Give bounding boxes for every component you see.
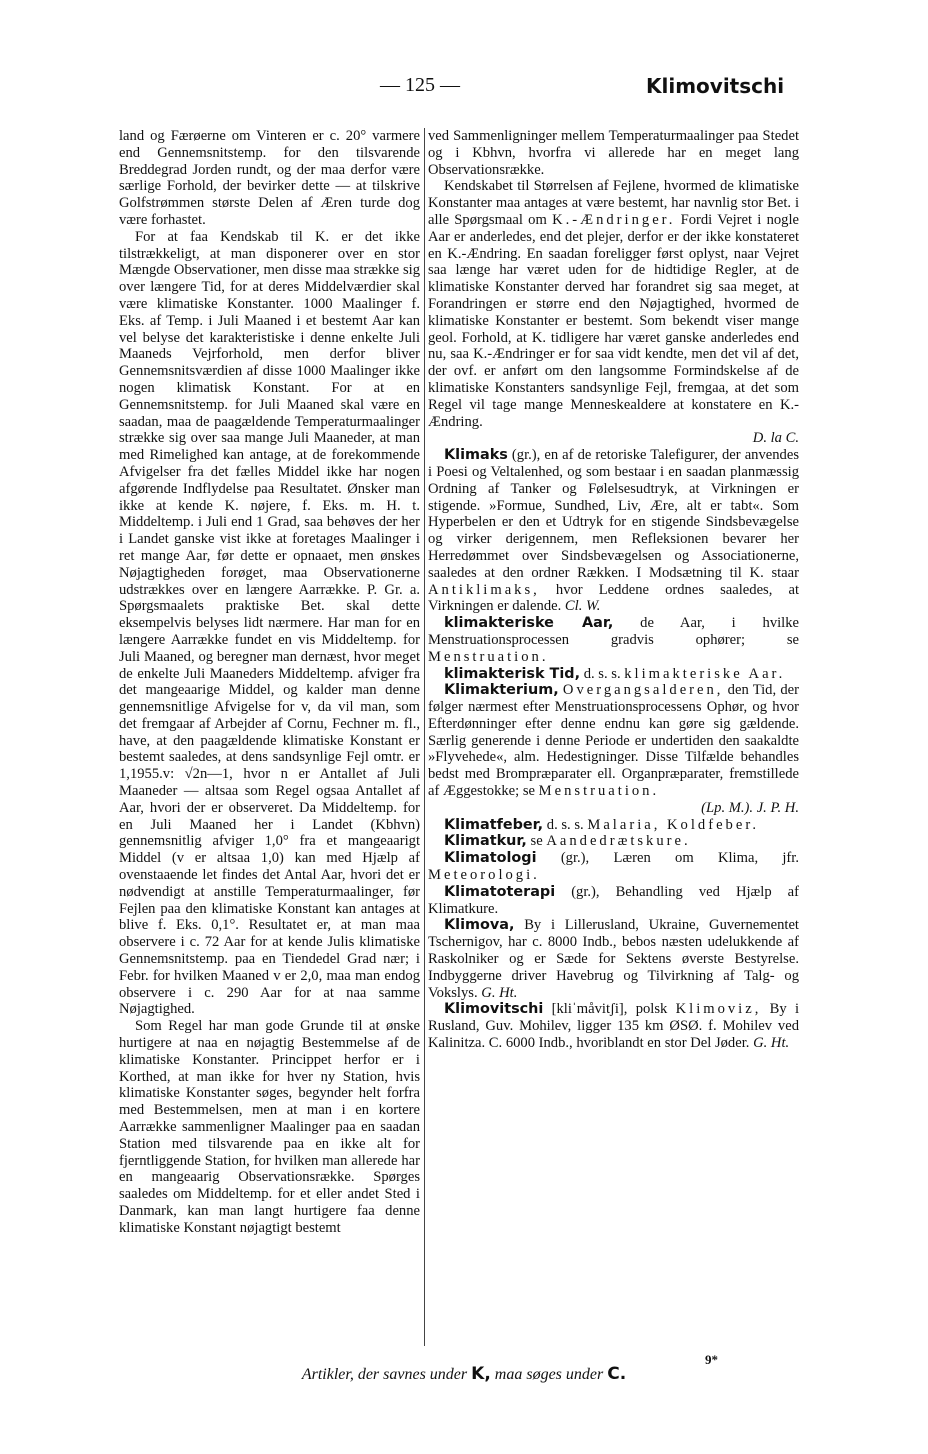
footer-note: Artikler, der savnes under K, maa søges under C. <box>301 1364 627 1384</box>
column-divider <box>424 128 425 1346</box>
entry-klimatologi: Klimatologi (gr.), Læren om Klima, jfr. Meteorologi. <box>428 850 799 884</box>
entry-klimova: Klimova, By i Lillerusland, Ukraine, Guvernementet Tschernigov, har c. 8000 Indb., bebos næsten udelukkende af Raskolniker og er Sæde for Sektens øverste Bestyrelse. Indbyggerne driver Havebrug og Tilvirkning af Talg- og Vokslys. G. Ht. <box>428 917 799 1001</box>
headword: Klimatfeber, <box>444 816 544 833</box>
paragraph: ved Sammenligninger mellem Temperaturmaalinger paa Stedet og i Kbhvn, hvorfra vi allerede har en meget lang Observationsrække. <box>428 128 799 178</box>
entry-klimaks: Klimaks (gr.), en af de retoriske Talefigurer, der anvendes i Poesi og Veltalenhed, og som bestaar i en saadan planmæssig Ordning af Tanker og Følelsesudtryk, at Virkningen er stigende. »Formue, Sundhed, Liv, Ære, alt er tabt«. Som Hyperbelen er den et Udtryk for en stigende Sindsbevægelse og virker derigennem, men Refleksionen bevarer her Herredømmet over Sindsbevægelsen og Associationerne, saaledes at den ordner Rækken. I Modsætning til K. staar Antiklimaks, hvor Leddene ordnes saaledes, at Virkningen er dalende. Cl. W. <box>428 447 799 615</box>
signature-mark: 9* <box>705 1352 718 1367</box>
headword: Klimatoterapi <box>444 883 556 900</box>
headword: Klimatologi <box>444 850 537 867</box>
headword: klimakterisk Tid, <box>444 665 581 682</box>
headword: Klimovitschi <box>444 1001 544 1018</box>
headword: Klimakterium, <box>444 682 559 699</box>
author-signature: (Lp. M.). J. P. H. <box>701 799 799 816</box>
paragraph: Som Regel har man gode Grunde til at ønske hurtigere at naa en nøjagtig Bestemmelse af de klimatiske Konstanter. Princippet herfor er i Korthed, at man ikke for hver ny Station, hvis klimatiske Konstanter søges, begynder helt forfra med Bestemmelsen, men at man i en kortere Aarrække sammenligner Maalinger paa en saadan Station med tilsvarende paa en ikke alt for fjerntliggende Station, for hvilken man allerede har en mangeaarig Observationsrække. Spørges saaledes om Middeltemp. for et eller andet Sted i Danmark, kan man langt hurtigere faa denne klimatiske Konstant nøjagtigt bestemt <box>119 1018 420 1236</box>
headword: Klimatkur, <box>444 833 527 850</box>
headword: Klimova, <box>444 917 515 934</box>
entry-klimovitschi: Klimovitschi [kliˈmåvitʃi], polsk Klimoviz, By i Rusland, Guv. Mohilev, ligger 135 km ØSØ. f. Mohilev ved Kalinitza. C. 6000 Indb., hvoriblandt en stor Del Jøder. G. Ht. <box>428 1001 799 1052</box>
paragraph: Kendskabet til Størrelsen af Fejlene, hvormed de klimatiske Konstanter maa antages at være bestemt, har navnlig stor Bet. i alle Spørgsmaal om K.-Ændringer. Fordi Vejret i nogle Aar er anderledes, end det plejer, derfor er der ikke konstateret en K.-Ændring. En saadan foreligger først oplyst, naar Vejret saa længe har været uden for de hidtidige Regler, at de klimatiske Konstanter derved har forandret sig saa meget, at Forandringen er større end den Nøjagtighed, hvormed de klimatiske Konstanter er bestemt. Som bekendt viser mange geol. Forhold, at K. tidligere har været ganske anderledes end nu, saa K.-Ændringer er for saa vidt kendte, men det vil af det, der ovf. er anført om den langsomme Formindskelse af de klimatiske Konstanters sandsynlige Fejl, fremgaa, at det som Regel vil tage mange Menneskealdere at konstatere en K.-Ændring. <box>428 178 799 430</box>
entry-klimakteriske-aar: klimakteriske Aar, de Aar, i hvilke Menstruationsprocessen gradvis ophører; se Menstruation. <box>428 615 799 665</box>
author-signature: D. la C. <box>752 430 799 447</box>
entry-klimatoterapi: Klimatoterapi (gr.), Behandling ved Hjælp af Klimatkure. <box>428 883 799 917</box>
entry-klimatfeber: Klimatfeber, d. s. s. Malaria, Koldfeber. <box>444 816 760 833</box>
page-header <box>0 74 928 104</box>
running-head: Klimovitschi <box>646 74 785 98</box>
right-column <box>428 128 799 1052</box>
entry-klimakterium: Klimakterium, Overgangsalderen, den Tid, der følger nærmest efter Menstruationsprocessens Ophør, og hvor Efterdønninger efter denne endnu kan gøre sig gældende. Særlig generende i denne Periode er undertiden den saakaldte »Flyvehede«, alm. Hedestigninger. Disse Tilfælde behandles bedst med Brompræparater ell. Organpræparater, fremstillede af Æggestokke; se Menstruation. <box>428 682 799 800</box>
paragraph: land og Færøerne om Vinteren er c. 20° varmere end Gennemsnitstemp. for den tilsvarende Breddegrad Jorden rundt, og der maa derfor være særlige Forhold, der bevirker dette — at tilskrive Golfstrømmen største Delen af Æren turde dog være forhastet. <box>119 128 420 228</box>
left-column <box>119 128 420 1237</box>
paragraph: For at faa Kendskab til K. er det ikke tilstrækkeligt, at man disponerer over en stor Mængde Observationer, men disse maa strække sig over længere Tid, for at deres Middelværdier skal være klimatiske Konstanter. 1000 Maalinger f. Eks. af Temp. i Juli Maaned i et bestemt Aar kan vel belyse det karakteristiske i denne enkelte Juli Maaneds Vejrforhold, men derfor bliver Gennemsnitsværdien af disse 1000 Maalinger ikke nogen klimatisk Konstant. For at en Gennemsnitstemp. for Juli Maaned skal være en saadan, maa de paagældende Temperaturmaalinger strække sig over saa mange Juli Maaneder, at man med Rimelighed kan antage, at de forekommende Afvigelser fra det fælles Middel ikke har nogen afgørende Indflydelse paa Resultatet. Ønsker man ikke at kende K. nøjere, f. Eks. m. H. t. Middeltemp. i Juli end 1 Grad, saa behøves der her i Landet ganske vist ikke at foretages Maalinger i ret mange Aar, før dette er opnaaet, men ønskes Nøjagtigheden forøget, maa Observationerne udstrækkes over en længere Aarrække. P. Gr. a. Spørgsmaalets praktiske Bet. skal dette eksempelvis belyses lidt nærmere. Har man for en længere Aarrække fundet en vis Middeltemp. for Juli Maaned, og beregner man dernæst, hvor meget de enkelte Juli Maaneders Middeltemp. afviger fra det mangeaarige Middel, og kalder man denne gennemsnitlige Afvigelse for v, da vil man, som det fremgaar af Arbejder af Cornu, Fechner m. fl., have, at den paagældende klimatiske Konstant er bestemt saaledes, at dens sandsynlige Fejl omtr. er 1,1955.v: √2n—1, hvor n er Antallet af Juli Maaneder — altsaa som Regel ogsaa Antallet af Aar, hvori der er observeret. Da Middeltemp. for en Juli Maaned her i Landet (Kbhvn) gennemsnitlig afviger 1,0° fra et mangeaarigt Middel (v er altsaa 1,0) kan med Hjælp af ovenstaaende let findes det Antal Aar, hvori det er nødvendigt at anstille Temperaturmaalinger, før Fejlen paa den klimatiske Konstant kan antages at blive f. Eks. 0,1°. Resultatet er, at man maa observere i c. 72 Aar for at kende Julis klimatiske Gennemsnitstemp. paa en Tiendedel Grad nær; i Febr. for hvilken Maaned v er 2,0, maa man endog observere i c. 290 Aar for at naa samme Nøjagtighed. <box>119 228 420 1018</box>
headword: klimakteriske Aar, <box>444 615 614 632</box>
entry-klimatkur: Klimatkur, se Aandedrætskure. <box>444 833 691 850</box>
entry-klimakterisk-tid: klimakterisk Tid, d. s. s. klimakteriske Aar. <box>444 665 786 682</box>
page-number: — 125 — <box>380 74 460 96</box>
headword: Klimaks <box>444 447 508 464</box>
